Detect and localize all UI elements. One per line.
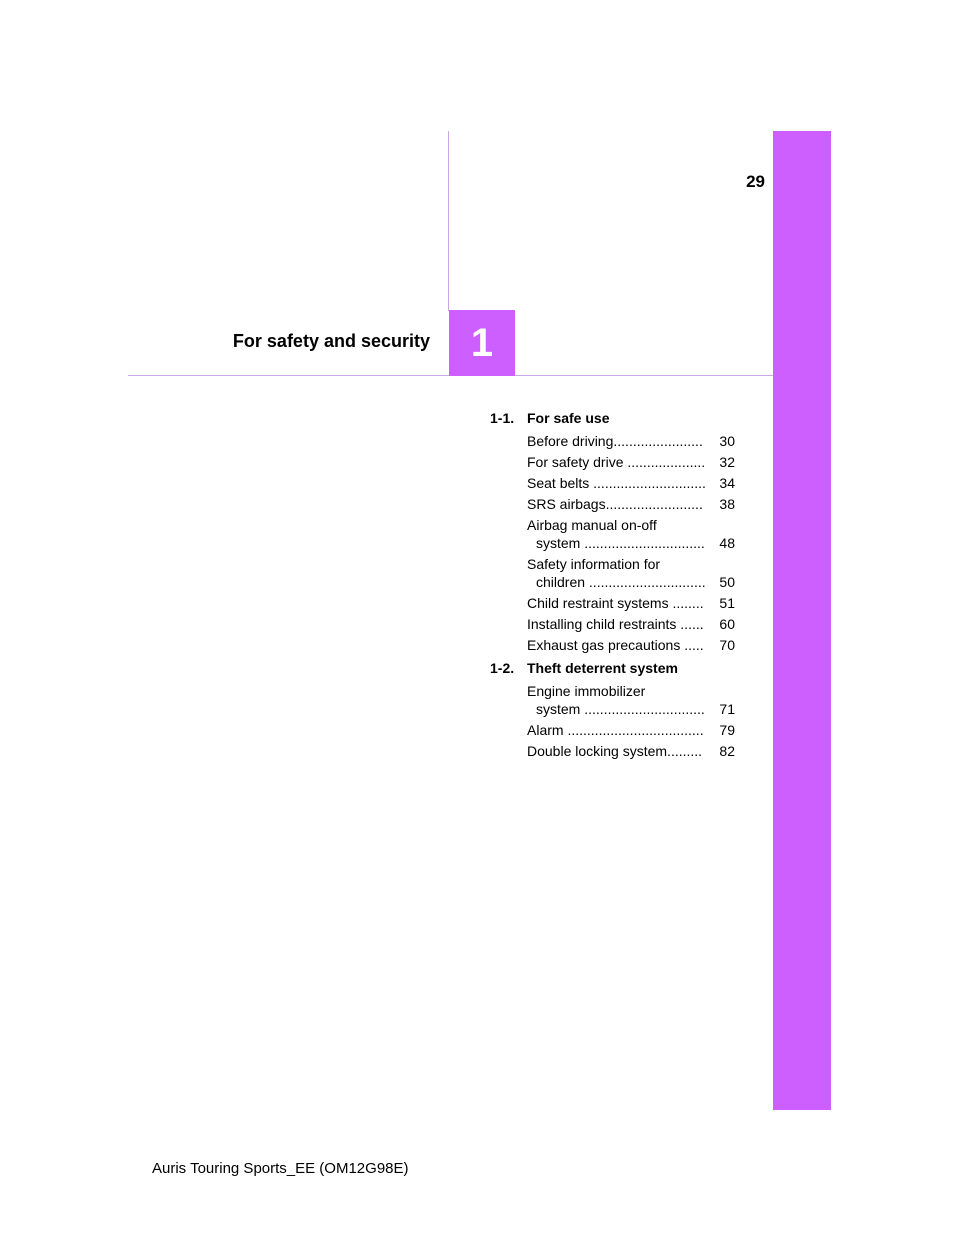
- toc-entry-page: 50: [719, 574, 735, 590]
- toc-entry-line: system ...............................: [536, 535, 705, 551]
- toc-entry-line: SRS airbags.........................: [527, 496, 703, 512]
- toc-entry-line: Double locking system.........: [527, 743, 703, 759]
- toc-entry-line: Child restraint systems ........: [527, 595, 704, 611]
- toc-entry[interactable]: [527, 495, 735, 513]
- toc-entry[interactable]: [527, 474, 735, 492]
- toc-entry-page: 38: [719, 496, 735, 512]
- toc-entry-title: [527, 495, 719, 513]
- chapter-number-box: 1: [449, 310, 515, 376]
- toc-entry-title: [527, 615, 719, 633]
- footer-model-code: Auris Touring Sports_EE (OM12G98E): [152, 1160, 409, 1177]
- toc-entry[interactable]: [527, 432, 735, 450]
- toc-entry-page: 34: [719, 475, 735, 491]
- toc-entry-title: [527, 453, 719, 471]
- toc-entry-line: Installing child restraints ......: [527, 616, 704, 632]
- chapter-side-tab: [773, 131, 831, 1110]
- vertical-divider: [448, 131, 449, 311]
- toc-section-heading[interactable]: [490, 408, 735, 429]
- toc-entry[interactable]: [527, 615, 735, 633]
- toc-entry[interactable]: [527, 742, 735, 760]
- toc-entry-page: 60: [719, 616, 735, 632]
- toc-entry-title: [527, 432, 719, 450]
- toc-entry[interactable]: [527, 453, 735, 471]
- toc-entry[interactable]: [527, 721, 735, 739]
- toc-entry[interactable]: [527, 516, 735, 552]
- toc-entry-line: For safety drive ....................: [527, 454, 706, 470]
- toc-entry-page: 70: [719, 637, 735, 653]
- toc-entry-line: Engine immobilizer: [527, 683, 646, 699]
- toc-entry-page: 48: [719, 535, 735, 551]
- toc-entry-line: children ..............................: [536, 574, 706, 590]
- toc-entry-page: 82: [719, 743, 735, 759]
- toc-entry-line: Before driving.......................: [527, 433, 703, 449]
- toc-entry-page: 51: [719, 595, 735, 611]
- toc-section-number: 1-2.: [490, 660, 515, 676]
- toc-entry-line: Exhaust gas precautions .....: [527, 637, 704, 653]
- toc-entry-line: Alarm ...................................: [527, 722, 704, 738]
- toc-entry-title: [527, 721, 719, 739]
- toc-entry-page: 71: [719, 701, 735, 717]
- toc-entry[interactable]: [527, 636, 735, 654]
- toc-entry[interactable]: [527, 594, 735, 612]
- toc-entry-title: [527, 682, 719, 718]
- toc-section-heading[interactable]: [490, 658, 735, 679]
- page-number: 29: [746, 172, 765, 191]
- toc-section-title: For safe use: [527, 410, 610, 426]
- toc-entry-line: Seat belts .............................: [527, 475, 706, 491]
- toc-section-number: 1-1.: [490, 410, 515, 426]
- toc-section-title: Theft deterrent system: [527, 660, 678, 676]
- toc-entry-page: 79: [719, 722, 735, 738]
- toc-entry-title: [527, 516, 719, 552]
- toc-entry-title: [527, 474, 719, 492]
- toc-entry-title: [527, 555, 719, 591]
- chapter-title: For safety and security: [232, 331, 430, 351]
- toc-entry-page: 32: [719, 454, 735, 470]
- toc-entry-line: Safety information for: [527, 556, 661, 572]
- toc-entry-title: [527, 594, 719, 612]
- toc-entry-line: system ...............................: [536, 701, 705, 717]
- toc-entry[interactable]: [527, 682, 735, 718]
- toc-entry-title: [527, 742, 719, 760]
- table-of-contents: [490, 406, 735, 760]
- toc-entry-page: 30: [719, 433, 735, 449]
- toc-entry-title: [527, 636, 719, 654]
- toc-entry[interactable]: [527, 555, 735, 591]
- toc-entry-line: Airbag manual on-off: [527, 517, 657, 533]
